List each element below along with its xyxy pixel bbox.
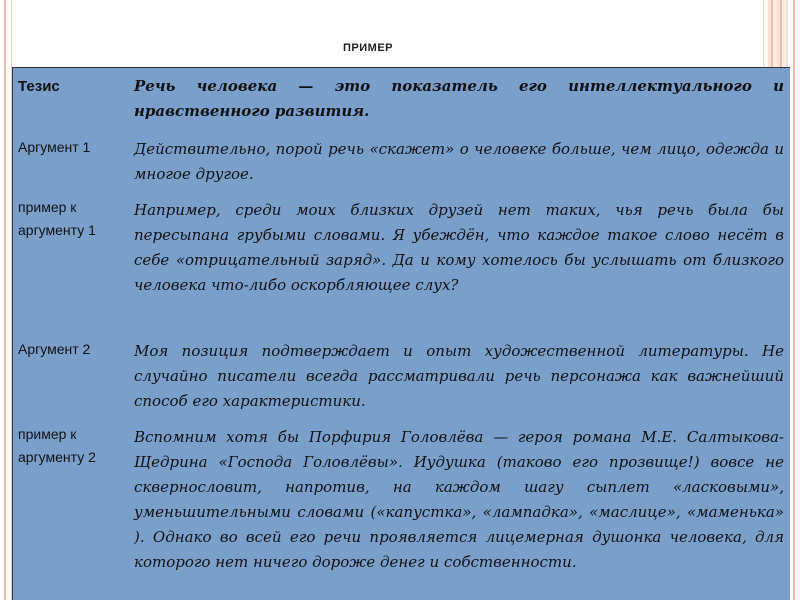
row-label: пример к аргументу 1 [18,199,96,238]
slide-title: ПРИМЕР [343,42,393,54]
row-text: Например, среди моих близких друзей нет таких, чья речь была бы пересыпана грубыми словами. Я убеждён, что каждое такое слово несёт в себе «отрицательный заряд». Да и кому хотелось бы услышать от близкого человека что-либо оскорбляющее слух? [134,201,784,294]
table-row-argument-1 [13,136,790,191]
row-label: пример к аргументу 2 [18,426,96,465]
row-text: Моя позиция подтверждает и опыт художественной литературы. Не случайно писатели всегда рассматривали речь персонажа как важнейший способ его характеристики. [134,342,784,410]
row-text: Вспомним хотя бы Порфирия Головлёва — героя романа М.Е. Салтыкова-Щедрина «Господа Головлёвы». Иудушка (таково его прозвище!) вовсе не сквернословит, напротив, на каждом шагу сыплет «ласковыми», уменьшительными словами («капустка», «лампадка», «маслице», «маменька» ). Однако во всей его речи проявляется лицемерная душонка человека, для которого нет ничего дороже денег и собственности. [134,428,784,571]
table-row-example-2 [13,423,790,600]
row-label: Аргумент 2 [18,341,91,357]
row-text: Речь человека — это показатель его интеллектуального и нравственного развития. [134,77,784,120]
argument-table [12,67,790,600]
row-label: Аргумент 1 [18,139,91,155]
row-label: Тезис [18,78,60,95]
row-text: Действительно, порой речь «скажет» о человеке больше, чем лицо, одежда и многое другое. [134,140,784,183]
table-row-example-1 [13,196,790,336]
table-row-argument-2 [13,338,790,418]
table-row-thesis [13,71,790,129]
